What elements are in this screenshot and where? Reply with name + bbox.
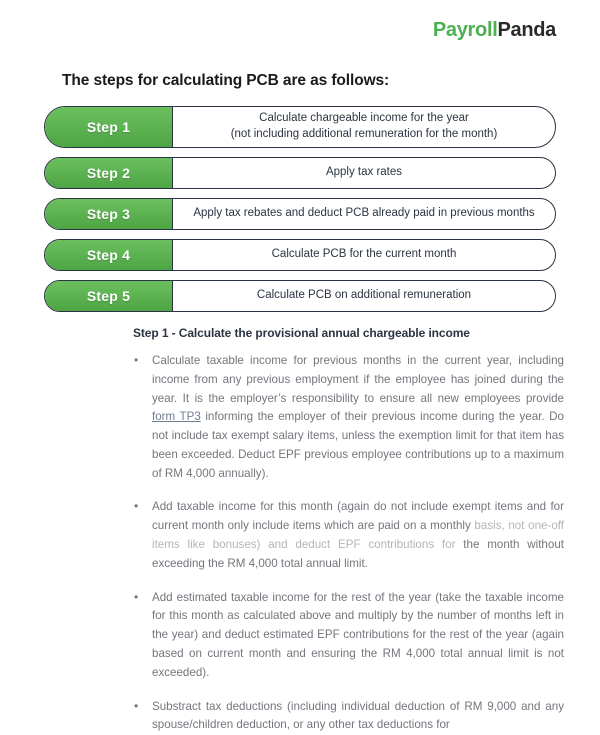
bullet-2-text-part1: Add taxable income for this month (again do not include exempt items and for current month only include items which are paid on a monthly bbox=[152, 500, 564, 532]
step-description-line2: (not including additional remuneration for the month) bbox=[231, 127, 498, 143]
list-item bbox=[128, 498, 564, 573]
step-label-5: Step 5 bbox=[45, 281, 173, 311]
bullet-4-text: Substract tax deductions (including individual deduction of RM 9,000 and any spouse/children deduction, or any other tax deductions for bbox=[152, 700, 564, 732]
bullet-2-text-part2: the month without exceeding the RM 4,000 total annual limit. bbox=[152, 538, 564, 570]
detail-heading: Step 1 - Calculate the provisional annual chargeable income bbox=[133, 326, 564, 340]
step-description-line1: Calculate chargeable income for the year bbox=[259, 111, 469, 127]
step-label-1: Step 1 bbox=[45, 107, 173, 147]
payrollpanda-logo bbox=[433, 20, 556, 40]
step-label-3: Step 3 bbox=[45, 199, 173, 229]
step-row bbox=[44, 157, 556, 189]
bullet-1-text-part2: informing the employer of their previous income during the year. Do not include tax exempt salary items, unless the exemption limit for that item has been exceeded. Deduct EPF previous employee contributions up to a maximum of RM 4,000 annually). bbox=[152, 410, 564, 479]
page-title: The steps for calculating PCB are as follows: bbox=[62, 72, 600, 90]
step-row bbox=[44, 106, 556, 148]
steps-list bbox=[44, 106, 556, 312]
list-item bbox=[128, 589, 564, 683]
step-row bbox=[44, 198, 556, 230]
step-description-3: Apply tax rebates and deduct PCB already paid in previous months bbox=[173, 199, 555, 229]
step-description-4: Calculate PCB for the current month bbox=[173, 240, 555, 270]
form-tp3-link[interactable]: form TP3 bbox=[152, 410, 201, 423]
step1-detail-section bbox=[0, 326, 600, 735]
page-header bbox=[0, 0, 600, 58]
step-description-1 bbox=[173, 107, 555, 147]
bullet-3-text: Add estimated taxable income for the rest of the year (take the taxable income for this month as calculated above and multiply by the number of months left in the year) and deduct estimated EPF contributions for the rest of the year (again based on current month and ensuring the RM 4,000 total annual limit is not exceeded). bbox=[152, 591, 564, 679]
step-row bbox=[44, 280, 556, 312]
step-label-2: Step 2 bbox=[45, 158, 173, 188]
logo-text-payroll: Payroll bbox=[433, 19, 498, 41]
logo-text-panda: Panda bbox=[497, 19, 556, 41]
step-description-5: Calculate PCB on additional remuneration bbox=[173, 281, 555, 311]
detail-bullet-list bbox=[128, 352, 564, 735]
step-row bbox=[44, 239, 556, 271]
step-description-2: Apply tax rates bbox=[173, 158, 555, 188]
list-item bbox=[128, 698, 564, 735]
bullet-2-text-faded: basis, not one-off items like bonuses) and deduct EPF contributions for bbox=[152, 519, 564, 551]
step-label-4: Step 4 bbox=[45, 240, 173, 270]
bullet-1-text-part1: Calculate taxable income for previous months in the current year, including income from any previous employment if the employee has joined during the year. It is the employer’s responsibility to ensure all new employees provide bbox=[152, 354, 564, 405]
list-item bbox=[128, 352, 564, 483]
